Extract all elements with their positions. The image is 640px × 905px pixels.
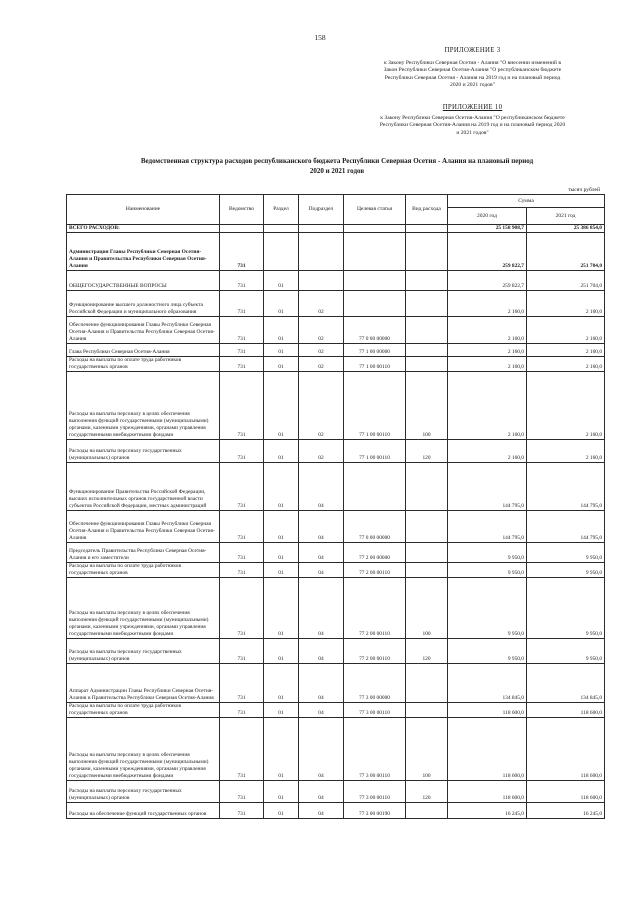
row-name-cell: Функционирование Правительства Российской Федерации, высших исполнительных органов государственной власти субъектов Российской Федерации, местных администраций [67,463,220,511]
row-expense-type-cell: 100 [406,717,448,780]
row-name-cell: Администрация Главы Республики Северная Осетия-Алания и Правительства Республики Северная Осетия-Алания [67,233,220,271]
row-name-cell: Глава Республики Северная Осетия-Алания [67,344,220,357]
row-amount-2021-cell: 134 845,0 [527,664,605,703]
row-amount-2020-cell: 9 950,0 [448,543,527,563]
row-section-cell: 01 [264,639,299,664]
row-name-cell: Расходы на выплаты персоналу в целях обеспечения выполнения функций государственными (муниципальными) органами, казенными учреждениями, органами управления государственными внебюджетными фондами [67,717,220,780]
row-expense-type-cell [406,225,448,233]
row-subsection-cell [299,271,344,291]
row-section-cell: 01 [264,511,299,543]
row-amount-2020-cell: 2 160,0 [448,357,527,372]
row-section-cell: 01 [264,291,299,317]
row-amount-2020-cell: 259 822,7 [448,271,527,291]
row-department-cell: 731 [220,233,264,271]
row-department-cell: 731 [220,271,264,291]
row-expense-type-cell [406,344,448,357]
row-subsection-cell: 04 [299,717,344,780]
row-subsection-cell: 04 [299,639,344,664]
table-row [67,463,605,511]
row-name-cell: Обеспечение функционирования Главы Республики Северная Осетия-Алания и Правительства Республики Северная Осетия-Алания [67,317,220,344]
row-amount-2020-cell: 9 950,0 [448,578,527,639]
row-amount-2021-cell: 2 160,0 [527,344,605,357]
row-amount-2021-cell: 118 600,0 [527,703,605,718]
row-amount-2021-cell: 2 160,0 [527,440,605,463]
row-subsection-cell: 02 [299,291,344,317]
table-row [67,440,605,463]
appendix-10-line: к Закону Республики Северная Осетия-Алания "О республиканском бюджете [380,114,565,121]
row-target-article-cell: 77 2 00 00110 [344,578,406,639]
row-department-cell: 731 [220,543,264,563]
header-expense-type: Вид расхода [406,195,448,225]
table-row [67,372,605,440]
row-section-cell: 01 [264,703,299,718]
appendix-3-line: Закон Республики Северная Осетия-Алания "О республиканском бюджете [383,67,562,74]
row-subsection-cell: 04 [299,664,344,703]
row-subsection-cell: 02 [299,372,344,440]
row-expense-type-cell [406,511,448,543]
row-expense-type-cell [406,463,448,511]
table-row [67,271,605,291]
row-department-cell: 731 [220,511,264,543]
row-expense-type-cell: 100 [406,372,448,440]
row-name-cell: Председатель Правительства Республики Северная Осетия-Алания и его заместители [67,543,220,563]
header-target-article: Целевая статья [344,195,406,225]
row-target-article-cell: 77 3 00 00000 [344,664,406,703]
row-target-article-cell: 77 1 00 00000 [344,344,406,357]
row-amount-2021-cell: 25 386 854,0 [527,225,605,233]
row-target-article-cell: 77 2 00 00110 [344,639,406,664]
appendix-10-line: Республики Северная Осетия-Алания на 2019 год и на плановый период 2020 [379,122,566,129]
row-name-cell: ОБЩЕГОСУДАРСТВЕННЫЕ ВОПРОСЫ [67,271,220,291]
row-amount-2020-cell: 2 160,0 [448,317,527,344]
row-amount-2021-cell: 118 600,0 [527,780,605,802]
row-section-cell: 01 [264,664,299,703]
document-title [70,157,604,176]
row-section-cell: 01 [264,344,299,357]
row-name-cell: Функционирование высшего должностного лица субъекта Российской Федерации и муниципального образования [67,291,220,317]
row-section-cell [264,225,299,233]
row-target-article-cell: 77 3 00 00110 [344,703,406,718]
row-amount-2021-cell: 144 795,0 [527,463,605,511]
row-department-cell: 731 [220,317,264,344]
row-target-article-cell: 77 1 00 00110 [344,357,406,372]
row-target-article-cell: 77 2 00 00110 [344,563,406,578]
row-department-cell: 731 [220,463,264,511]
row-amount-2021-cell: 118 600,0 [527,717,605,780]
row-name-cell: Расходы на выплаты по оплате труда работников государственных органов [67,703,220,718]
header-department: Ведомство [220,195,264,225]
header-sum: Сумма [448,195,605,208]
row-subsection-cell: 02 [299,344,344,357]
row-amount-2020-cell: 9 950,0 [448,639,527,664]
table-row [67,291,605,317]
table-row [67,639,605,664]
row-department-cell: 731 [220,440,264,463]
row-expense-type-cell [406,703,448,718]
row-target-article-cell: 77 0 00 00000 [344,511,406,543]
table-row [67,233,605,271]
appendix-3-line: к Закону Республики Северная Осетия - Алания "О внесении изменений в [384,59,561,66]
row-name-cell: Расходы на выплаты персоналу в целях обеспечения выполнения функций государственными (муниципальными) органами, казенными учреждениями, органами управления государственными внебюджетными фондами [67,372,220,440]
row-amount-2020-cell: 2 160,0 [448,344,527,357]
row-department-cell: 731 [220,780,264,802]
table-row [67,802,605,818]
row-subsection-cell [299,233,344,271]
units-label: тысяч рублей [568,187,600,193]
budget-table [66,194,605,819]
row-department-cell: 731 [220,291,264,317]
row-department-cell [220,225,264,233]
page-number: 158 [314,33,326,42]
header-year-2020: 2020 год [448,208,527,225]
row-subsection-cell: 04 [299,802,344,818]
row-subsection-cell: 04 [299,463,344,511]
table-row [67,357,605,372]
header-name: Наименование [67,195,220,225]
row-amount-2021-cell: 251 704,0 [527,271,605,291]
row-subsection-cell: 04 [299,703,344,718]
document-title-line: Ведомственная структура расходов республиканского бюджета Республики Северная Осетия - Алания на плановый период [140,157,534,165]
row-amount-2020-cell: 2 160,0 [448,291,527,317]
row-expense-type-cell: 120 [406,780,448,802]
row-subsection-cell: 04 [299,780,344,802]
row-subsection-cell: 02 [299,317,344,344]
row-expense-type-cell: 120 [406,440,448,463]
row-amount-2020-cell: 2 160,0 [448,372,527,440]
table-row [67,317,605,344]
row-name-cell: Обеспечение функционирования Главы Республики Северная Осетия-Алания и Правительства Республики Северная Осетия-Алания [67,511,220,543]
row-expense-type-cell [406,802,448,818]
appendix-3-line: Республики Северная Осетия - Алания на 2019 год и на плановый период [384,74,561,81]
row-name-cell: Расходы на выплаты персоналу государственных (муниципальных) органов [67,780,220,802]
table-row [67,780,605,802]
row-department-cell: 731 [220,639,264,664]
row-amount-2020-cell: 144 795,0 [448,511,527,543]
row-department-cell: 731 [220,664,264,703]
appendix-3-heading: ПРИЛОЖЕНИЕ 3 [444,47,501,54]
row-department-cell: 731 [220,578,264,639]
row-expense-type-cell: 100 [406,578,448,639]
row-subsection-cell: 04 [299,511,344,543]
header-section: Раздел [264,195,299,225]
row-subsection-cell [299,225,344,233]
row-name-cell: Расходы на выплаты по оплате труда работников государственных органов [67,357,220,372]
row-section-cell: 01 [264,717,299,780]
row-expense-type-cell: 120 [406,639,448,664]
row-subsection-cell: 02 [299,357,344,372]
row-target-article-cell: 77 3 00 00110 [344,780,406,802]
appendix-10-block [345,104,600,137]
row-target-article-cell [344,463,406,511]
row-section-cell: 01 [264,463,299,511]
table-row [67,225,605,233]
row-amount-2021-cell: 144 795,0 [527,511,605,543]
row-amount-2021-cell: 9 950,0 [527,543,605,563]
row-name-cell: Аппарат Администрации Главы Республики Северная Осетия-Алания и Правительства Республики Северная Осетия-Алания [67,664,220,703]
row-section-cell: 01 [264,440,299,463]
row-target-article-cell: 77 1 00 00110 [344,440,406,463]
row-section-cell: 01 [264,357,299,372]
row-amount-2020-cell: 2 160,0 [448,440,527,463]
appendix-3-line: 2020 и 2021 годов" [450,82,495,89]
table-row [67,344,605,357]
row-amount-2021-cell: 2 160,0 [527,291,605,317]
row-department-cell: 731 [220,563,264,578]
appendix-3-block [345,47,600,90]
row-section-cell: 01 [264,271,299,291]
row-target-article-cell: 77 0 00 00000 [344,317,406,344]
row-expense-type-cell [406,664,448,703]
row-subsection-cell: 04 [299,543,344,563]
row-name-cell: Расходы на выплаты персоналу государственных (муниципальных) органов [67,639,220,664]
row-subsection-cell: 02 [299,440,344,463]
row-section-cell: 01 [264,317,299,344]
row-amount-2021-cell: 16 245,0 [527,802,605,818]
row-expense-type-cell [406,563,448,578]
row-amount-2021-cell: 9 950,0 [527,578,605,639]
row-target-article-cell [344,291,406,317]
row-expense-type-cell [406,357,448,372]
row-target-article-cell: 77 1 00 00110 [344,372,406,440]
row-target-article-cell [344,271,406,291]
row-department-cell: 731 [220,357,264,372]
table-row [67,511,605,543]
row-amount-2020-cell: 144 795,0 [448,463,527,511]
row-amount-2020-cell: 118 600,0 [448,780,527,802]
row-expense-type-cell [406,233,448,271]
row-amount-2020-cell: 118 600,0 [448,717,527,780]
row-section-cell: 01 [264,780,299,802]
row-amount-2020-cell: 259 822,7 [448,233,527,271]
row-target-article-cell [344,233,406,271]
row-name-cell: ВСЕГО РАСХОДОВ: [67,225,220,233]
appendix-10-line: и 2021 годов" [456,129,489,136]
row-target-article-cell: 77 3 00 00110 [344,717,406,780]
row-section-cell: 01 [264,802,299,818]
row-section-cell: 01 [264,372,299,440]
row-section-cell: 01 [264,563,299,578]
row-target-article-cell: 77 2 00 00000 [344,543,406,563]
row-amount-2020-cell: 9 950,0 [448,563,527,578]
table-row [67,543,605,563]
table-row [67,717,605,780]
row-department-cell: 731 [220,717,264,780]
row-target-article-cell [344,225,406,233]
row-department-cell: 731 [220,344,264,357]
row-expense-type-cell [406,271,448,291]
row-section-cell: 01 [264,543,299,563]
appendix-10-heading: ПРИЛОЖЕНИЕ 10 [442,104,503,111]
row-amount-2020-cell: 134 845,0 [448,664,527,703]
row-department-cell: 731 [220,372,264,440]
row-expense-type-cell [406,291,448,317]
row-amount-2020-cell: 16 245,0 [448,802,527,818]
header-year-2021: 2021 год [527,208,605,225]
row-department-cell: 731 [220,703,264,718]
header-subsection: Подраздел [299,195,344,225]
row-amount-2021-cell: 251 704,0 [527,233,605,271]
row-subsection-cell: 04 [299,563,344,578]
row-amount-2020-cell: 118 600,0 [448,703,527,718]
row-amount-2020-cell: 25 158 908,7 [448,225,527,233]
row-section-cell [264,233,299,271]
row-subsection-cell: 04 [299,578,344,639]
row-amount-2021-cell: 9 950,0 [527,563,605,578]
row-name-cell: Расходы на выплаты персоналу в целях обеспечения выполнения функций государственными (муниципальными) органами, казенными учреждениями, органами управления государственными внебюджетными фондами [67,578,220,639]
row-amount-2021-cell: 9 950,0 [527,639,605,664]
table-body [67,225,605,819]
table-row [67,664,605,703]
row-amount-2021-cell: 2 160,0 [527,317,605,344]
row-department-cell: 731 [220,802,264,818]
row-expense-type-cell [406,543,448,563]
row-amount-2021-cell: 2 160,0 [527,372,605,440]
row-amount-2021-cell: 2 160,0 [527,357,605,372]
document-title-line: 2020 и 2021 годов [309,166,365,175]
row-target-article-cell: 77 3 00 00190 [344,802,406,818]
row-expense-type-cell [406,317,448,344]
row-name-cell: Расходы на выплаты персоналу государственных (муниципальных) органов [67,440,220,463]
table-row [67,703,605,718]
row-name-cell: Расходы на обеспечение функций государственных органов [67,802,220,818]
row-name-cell: Расходы на выплаты по оплате труда работников государственных органов [67,563,220,578]
row-section-cell: 01 [264,578,299,639]
table-row [67,578,605,639]
table-row [67,563,605,578]
